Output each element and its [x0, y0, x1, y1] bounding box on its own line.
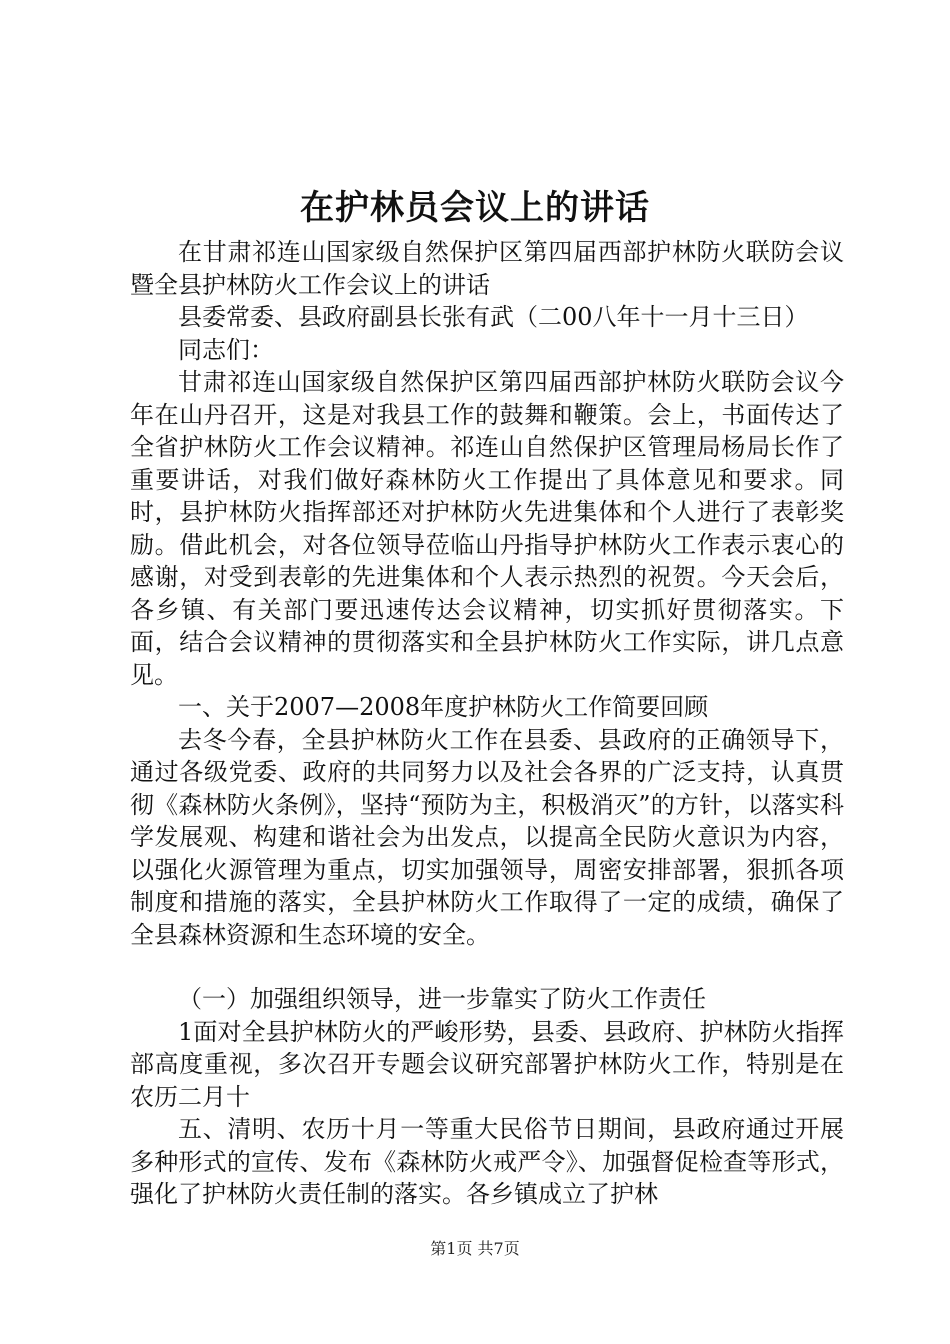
- speaker-paragraph: 县委常委、县政府副县长张有武（二00八年十一月十三日）: [178, 303, 809, 331]
- document-title: 在护林员会议上的讲话: [300, 188, 650, 228]
- review-paragraph: 去冬今春，全县护林防火工作在县委、县政府的正确领导下，通过各级党委、政府的共同努力以及社会各界的广泛支持，认真贯彻《森林防火条例》，坚持“预防为主，积极消灭”的方针，以落实科学发展观、构建和谐社会为出发点，以提高全民防火意识为内容，以强化火源管理为重点，切实加强领导，周密安排部署，狠抓各项制度和措施的落实，全县护林防火工作取得了一定的成绩，确保了全县森林资源和生态环境的安全。: [130, 725, 844, 949]
- page-footer: 第1页 共7页: [430, 1239, 520, 1258]
- body-paragraph: 五、清明、农历十月一等重大民俗节日期间，县政府通过开展多种形式的宣传、发布《森林防火戒严令》、加强督促检查等形式，强化了护林防火责任制的落实。各乡镇成立了护林: [130, 1115, 844, 1208]
- body-paragraph: 1面对全县护林防火的严峻形势，县委、县政府、护林防火指挥部高度重视，多次召开专题会议研究部署护林防火工作，特别是在农历二月十: [130, 1017, 844, 1111]
- section-heading-1: 一、关于2007—2008年度护林防火工作简要回顾: [178, 693, 709, 721]
- subsection-heading-1: （一）加强组织领导，进一步靠实了防火工作责任: [178, 985, 706, 1013]
- subtitle-paragraph: 在甘肃祁连山国家级自然保护区第四届西部护林防火联防会议暨全县护林防火工作会议上的讲话: [130, 238, 844, 299]
- salutation-paragraph: 同志们：: [178, 335, 274, 364]
- intro-paragraph: 甘肃祁连山国家级自然保护区第四届西部护林防火联防会议今年在山丹召开，这是对我县工作的鼓舞和鞭策。会上，书面传达了全省护林防火工作会议精神。祁连山自然保护区管理局杨局长作了重要讲话，对我们做好森林防火工作提出了具体意见和要求。同时，县护林防火指挥部还对护林防火先进集体和个人进行了表彰奖励。借此机会，对各位领导莅临山丹指导护林防火工作表示衷心的感谢，对受到表彰的先进集体和个人表示热烈的祝贺。今天会后，各乡镇、有关部门要迅速传达会议精神，切实抓好贯彻落实。下面，结合会议精神的贯彻落实和全县护林防火工作实际，讲几点意见。: [130, 368, 844, 689]
- document-body: [130, 236, 844, 1211]
